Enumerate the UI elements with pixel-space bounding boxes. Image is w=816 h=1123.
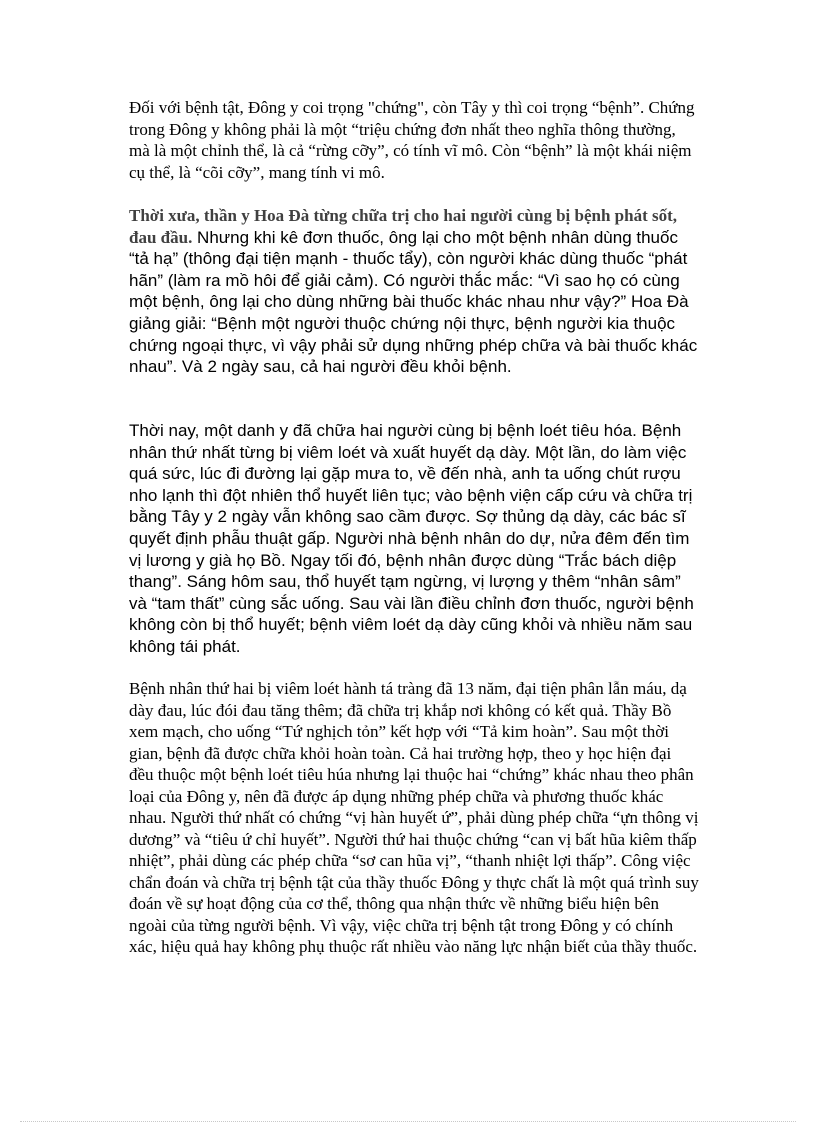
paragraph-hoa-da-body: Nhưng khi kê đơn thuốc, ông lại cho một bệnh nhân dùng thuốc “tả hạ” (thông đại tiện mạnh - thuốc tẩy), còn người khác dùng thuốc “phát hãn” (làm ra mồ hôi để giải cảm). Có người thắc mắc: “Vì sao họ có cùng một bệnh, ông lại cho dùng những bài thuốc khác nhau như vậy?” Hoa Đà giảng giải: “Bệnh một người thuộc chứng nội thực, bệnh người kia thuộc chứng ngoại thực, vì vậy phải sử dụng những phép chữa và bài thuốc khác nhau”. Và 2 ngày sau, cả hai người đều khỏi bệnh. [129,227,698,377]
paragraph-intro: Đối với bệnh tật, Đông y coi trọng "chứng", còn Tây y thì coi trọng “bệnh”. Chứng trong Đông y không phải là một “triệu chứng đơn nhất theo nghĩa thông thường, mà là một chỉnh thể, là cả “rừng cỡy”, có tính vĩ mô. Còn “bệnh” là một khái niệm cụ thể, là “cõi cỡy”, mang tính vi mô. [129,98,695,182]
paragraph-second-patient: Bệnh nhân thứ hai bị viêm loét hành tá tràng đã 13 năm, đại tiện phân lẫn máu, dạ dày đau, lúc đói đau tăng thêm; đã chữa trị khắp nơi không có kết quả. Thầy Bồ xem mạch, cho uống “Tứ nghịch tỏn” kết hợp với “Tả kim hoàn”. Sau một thời gian, bệnh đã được chữa khỏi hoàn toàn. Cả hai trường hợp, theo y học hiện đại đều thuộc một bệnh loét tiêu húa nhưng lại thuộc hai “chứng” khác nhau theo phân loại của Đông y, nên đã được áp dụng những phép chữa và phương thuốc khác nhau. Người thứ nhất có chứng “vị hàn huyết ứ”, phải dùng phép chữa “ựn thông vị dương” và “tiêu ứ chỉ huyết”. Người thứ hai thuộc chứng “can vị bất hũa kiêm thấp nhiệt”, phải dùng các phép chữa “sơ can hũa vị”, “thanh nhiệt lợi thấp”. Công việc chẩn đoán và chữa trị bệnh tật của thầy thuốc Đông y thực chất là một quá trình suy đoán về sự hoạt động của cơ thể, thông qua nhận thức về những biểu hiện bên ngoài của từng người bệnh. Vì vậy, việc chữa trị bệnh tật trong Đông y có chính xác, hiệu quả hay không phụ thuộc rất nhiều vào năng lực nhận biết của thầy thuốc. [129,679,699,956]
page-bottom-divider [20,1121,796,1122]
paragraph-modern-case: Thời nay, một danh y đã chữa hai người cùng bị bệnh loét tiêu hóa. Bệnh nhân thứ nhất từng bị viêm loét và xuất huyết dạ dày. Một lần, do làm việc quá sức, lúc đi đường lại gặp mưa to, về đến nhà, anh ta uống chút rượu nho lạnh thì đột nhiên thổ huyết liên tục; vào bệnh viện cấp cứu và chữa trị bằng Tây y 2 ngày vẫn không sao cầm được. Sợ thủng dạ dày, các bác sĩ quyết định phẫu thuật gấp. Người nhà bệnh nhân do dự, nửa đêm đến tìm vị lương y già họ Bồ. Ngay tối đó, bệnh nhân được dùng “Trắc bách diệp thang”. Sáng hôm sau, thổ huyết tạm ngừng, vị lượng y thêm “nhân sâm” và “tam thất” cùng sắc uống. Sau vài lần điều chỉnh đơn thuốc, người bệnh không còn bị thổ huyết; bệnh viêm loét dạ dày cũng khỏi và nhiều năm sau không tái phát. [129,421,694,656]
paragraph-hoa-da [129,205,699,378]
paragraph-hoa-da-lead: Thời xưa, thần y Hoa Đà từng chữa trị cho hai người cùng bị bệnh phát sốt, đau đầu. [129,206,678,247]
